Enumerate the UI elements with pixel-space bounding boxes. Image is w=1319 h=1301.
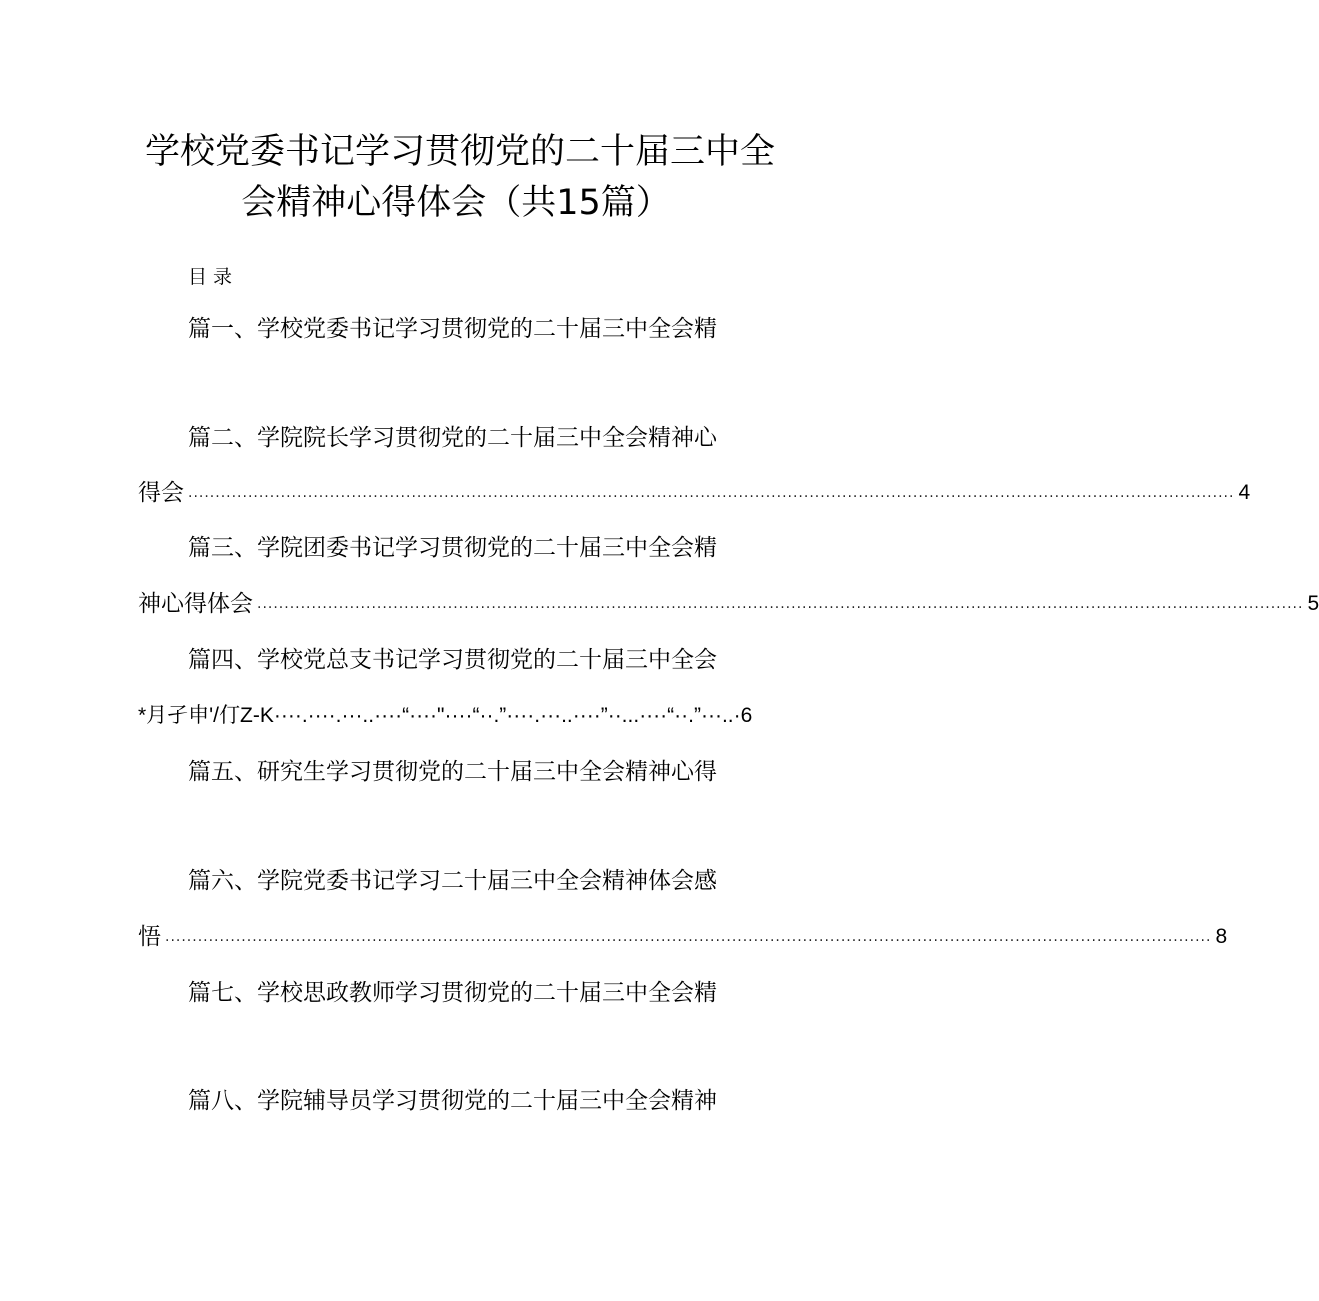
toc-leader-dots: ................................................................................................................................................................................................ <box>165 929 1212 945</box>
toc-entry-5[interactable]: 篇五、研究生学习贯彻党的二十届三中全会精神心得 <box>188 759 717 785</box>
toc-entry-2-cont-text: 得会 <box>138 480 184 506</box>
toc-entry-2[interactable]: 篇二、学院院长学习贯彻党的二十届三中全会精神心 <box>188 425 717 451</box>
toc-entry-8[interactable]: 篇八、学院辅导员学习贯彻党的二十届三中全会精神 <box>188 1088 717 1114</box>
toc-entry-3[interactable]: 篇三、学院团委书记学习贯彻党的二十届三中全会精 <box>188 535 717 561</box>
toc-entry-4-continuation[interactable] <box>138 701 778 731</box>
toc-entry-2-continuation[interactable] <box>138 478 1251 508</box>
toc-entry-4-cont-text: *月孑申'/仃Z-K····.····.···..····“····"····“··.”····.···..····”··...····“··.”···..·6 <box>138 704 753 727</box>
document-title-line-1: 学校党委书记学习贯彻党的二十届三中全 <box>144 132 775 172</box>
toc-entry-1[interactable]: 篇一、学校党委书记学习贯彻党的二十届三中全会精 <box>188 316 717 342</box>
toc-entry-2-page: 4 <box>1238 481 1251 504</box>
toc-entry-3-cont-text: 神心得体会 <box>138 591 253 617</box>
toc-entry-6-page: 8 <box>1215 925 1228 948</box>
toc-entry-3-continuation[interactable] <box>138 589 1319 619</box>
toc-entry-6-cont-text: 悟 <box>138 924 161 950</box>
toc-entry-7[interactable]: 篇七、学校思政教师学习贯彻党的二十届三中全会精 <box>188 980 717 1006</box>
toc-heading: 目录 <box>188 266 239 288</box>
document-title-line-2: 会精神心得体会（共15篇） <box>241 183 671 223</box>
toc-entry-4[interactable]: 篇四、学校党总支书记学习贯彻党的二十届三中全会 <box>188 647 717 673</box>
toc-entry-3-page: 5 <box>1307 592 1319 615</box>
toc-leader-dots: ................................................................................................................................................................................................ <box>188 485 1235 501</box>
toc-entry-6[interactable]: 篇六、学院党委书记学习二十届三中全会精神体会感 <box>188 868 717 894</box>
toc-entry-6-continuation[interactable] <box>138 922 1228 952</box>
toc-leader-dots: ................................................................................................................................................................................................ <box>257 596 1304 612</box>
